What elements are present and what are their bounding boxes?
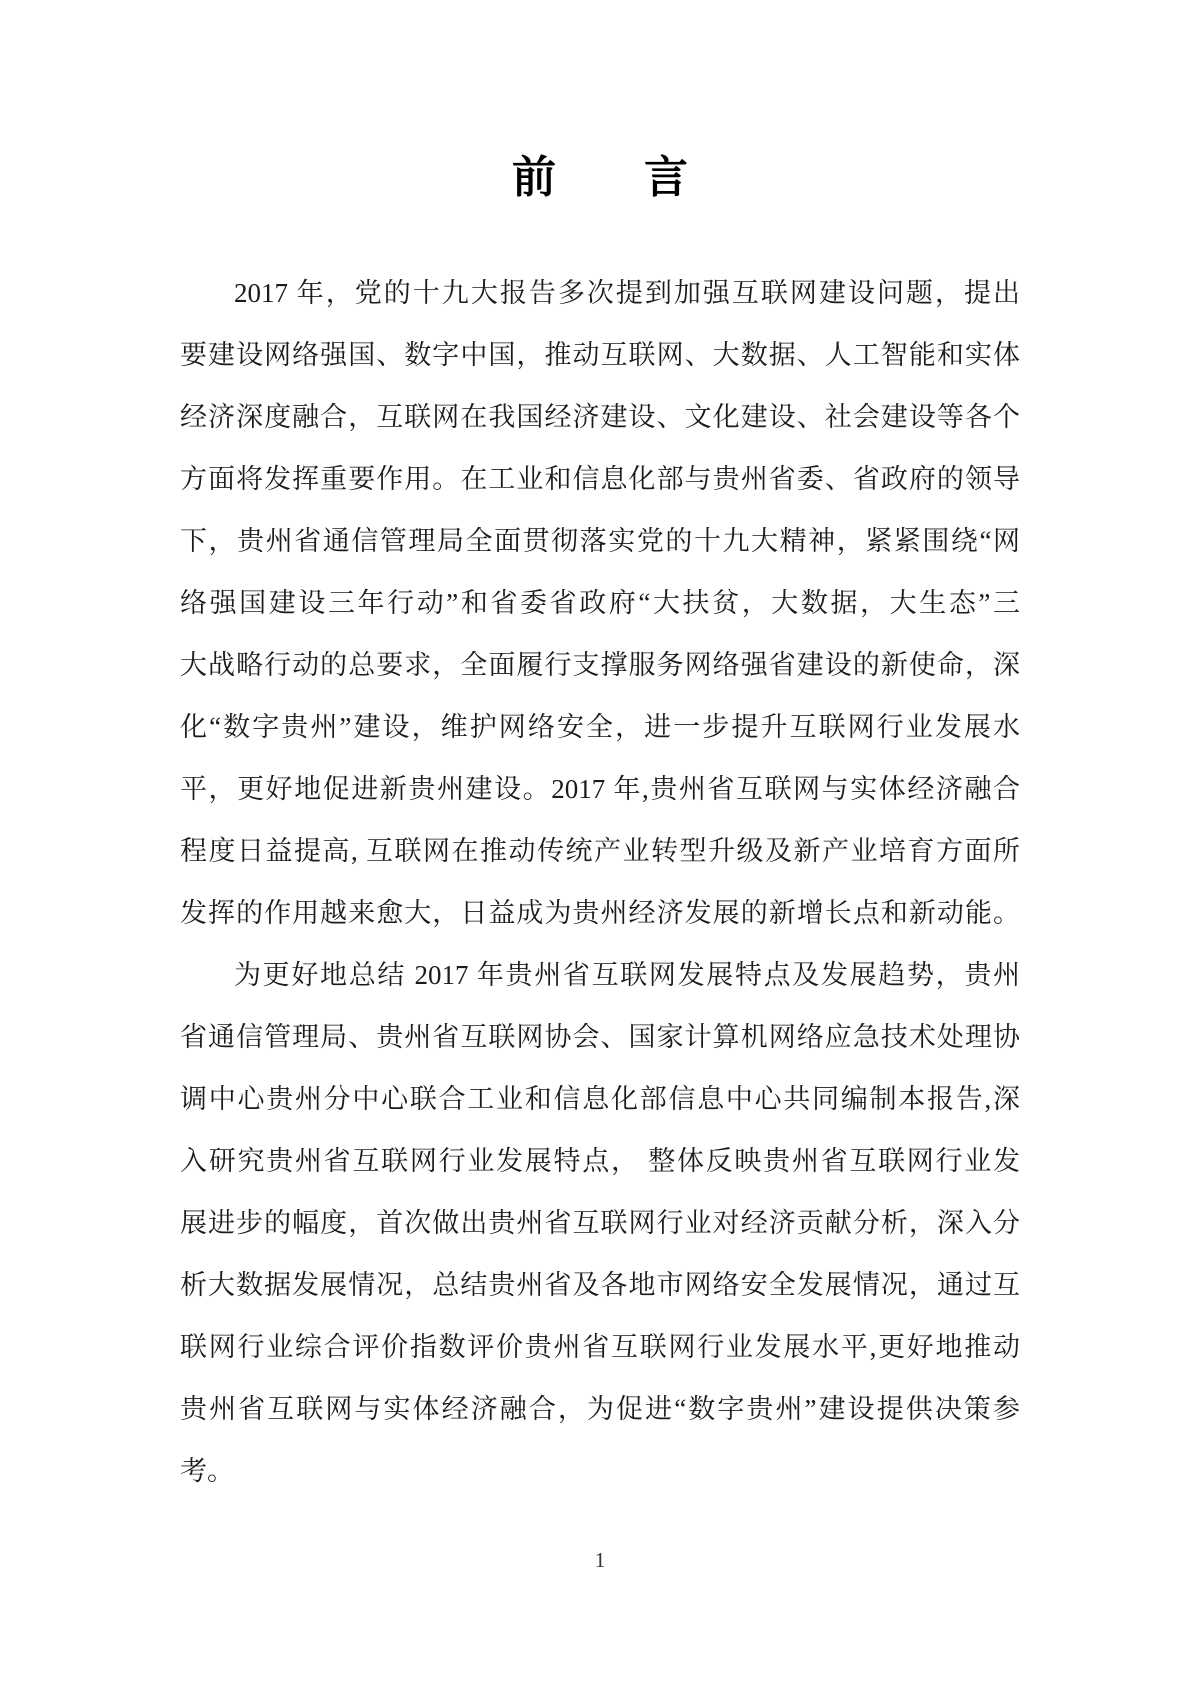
paragraph-line: 络强国建设三年行动”和省委省政府“大扶贫，大数据，大生态”三 [180,588,1020,618]
paragraph-line: 展进步的幅度，首次做出贵州省互联网行业对经济贡献分析，深入分 [180,1208,1020,1238]
paragraph-2 [180,944,1020,1502]
paragraph-line: 入研究贵州省互联网行业发展特点， 整体反映贵州省互联网行业发 [180,1146,1020,1176]
document-title: 前 言 [512,153,688,202]
paragraph-line: 要建设网络强国、数字中国，推动互联网、大数据、人工智能和实体 [180,340,1020,370]
paragraph-line: 省通信管理局、贵州省互联网协会、国家计算机网络应急技术处理协 [180,1022,1020,1052]
paragraph-line: 析大数据发展情况，总结贵州省及各地市网络安全发展情况，通过互 [180,1270,1020,1300]
paragraph-line: 大战略行动的总要求，全面履行支撑服务网络强省建设的新使命，深 [180,650,1020,680]
paragraph-line: 贵州省互联网与实体经济融合，为促进“数字贵州”建设提供决策参 [180,1394,1020,1424]
paragraph-1 [180,262,1020,944]
document-body [180,262,1020,1502]
paragraph-line: 经济深度融合，互联网在我国经济建设、文化建设、社会建设等各个 [180,402,1020,432]
paragraph-line: 程度日益提高, 互联网在推动传统产业转型升级及新产业培育方面所 [180,836,1020,866]
paragraph-line: 发挥的作用越来愈大，日益成为贵州经济发展的新增长点和新动能。 [180,898,1020,928]
paragraph-line: 考。 [180,1456,234,1486]
paragraph-line: 化“数字贵州”建设，维护网络安全，进一步提升互联网行业发展水 [180,712,1020,742]
paragraph-line: 2017 年，党的十九大报告多次提到加强互联网建设问题，提出 [234,278,1020,308]
paragraph-line: 下，贵州省通信管理局全面贯彻落实党的十九大精神，紧紧围绕“网 [180,526,1020,556]
paragraph-line: 为更好地总结 2017 年贵州省互联网发展特点及发展趋势，贵州 [234,960,1020,990]
paragraph-line: 调中心贵州分中心联合工业和信息化部信息中心共同编制本报告,深 [180,1084,1020,1114]
paragraph-line: 平，更好地促进新贵州建设。2017 年,贵州省互联网与实体经济融合 [180,774,1020,804]
paragraph-line: 方面将发挥重要作用。在工业和信息化部与贵州省委、省政府的领导 [180,464,1020,494]
paragraph-line: 联网行业综合评价指数评价贵州省互联网行业发展水平,更好地推动 [180,1332,1020,1362]
page-number: 1 [594,1548,606,1572]
